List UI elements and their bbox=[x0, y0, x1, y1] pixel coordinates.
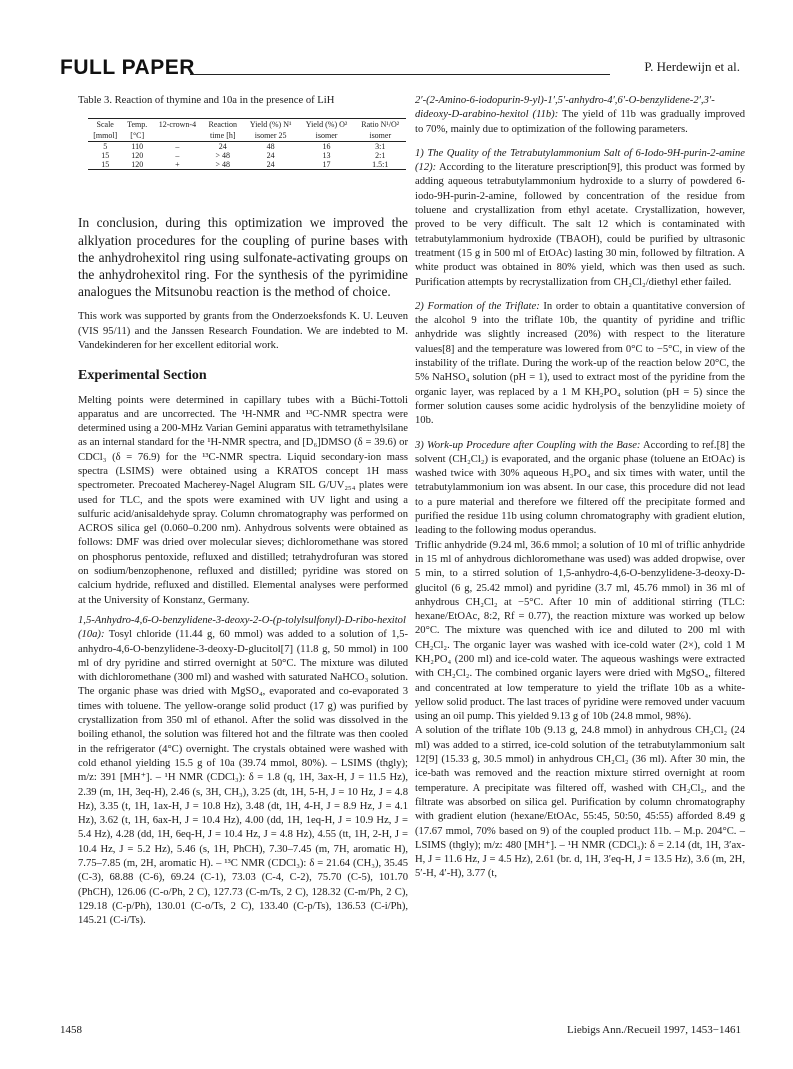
right-column bbox=[415, 94, 745, 882]
table-cell: – bbox=[175, 142, 180, 152]
table-cell: 1.5:1 bbox=[354, 160, 406, 170]
compound-11b-text: The yield of 11b was gradually improved to 70%, mainly due to optimization of the following parameters. bbox=[415, 109, 746, 135]
page-header bbox=[60, 54, 740, 84]
table-header-cell: Ratio N¹/O² bbox=[354, 119, 406, 131]
experimental-general-paragraph: Melting points were determined in capillary tubes with a Büchi-Tottoli apparatus and are uncorrected. The ¹H-NMR and ¹³C-NMR spectra were determined using a 200-MHz Varian Gemini apparatus with tetramethylsilane as an internal standard for the ¹H-NMR spectra, and [D₆]DMSO (δ = 39.6) or CDCl₃ (δ = 76.9) for the ¹³C-NMR spectra. Liquid secondary-ion mass spectra (LSIMS) were obtained using a KRATOS concept 1H mass spectrometer. Precoated Macherey-Nagel Alugram SIL G/UV₂₅₄ plates were used for TLC, and the spots were examined with UV light and using a sulfuric acid/anisaldehyde spray. Column chromatography was performed on ACROS silica gel (0.060–0.200 nm). Anhydrous solvents were obtained as follows: DMF was dried over molecular sieves; dichloromethane was stored on phosphorus pentoxide, refluxed and distilled; tetrahydrofuran was stored on sodium/benzophenone, refluxed and distilled; pyridine was stored on calcium hydride, refluxed and distilled. Elemental analyses were performed at the University of Konstanz, Germany. bbox=[78, 394, 408, 606]
table-row bbox=[88, 160, 406, 170]
table-cell: 24 bbox=[266, 151, 275, 161]
compound-10a-paragraph bbox=[78, 614, 408, 929]
table-cell: 15 bbox=[101, 151, 110, 161]
table-header-cell: isomer 25 bbox=[243, 130, 299, 142]
item-1-title: 1) The Quality of the Tetrabutylammonium Salt of 6-Iodo-9H-purin-2-amine (12): bbox=[415, 147, 745, 174]
table-cell: 110 bbox=[131, 142, 144, 152]
table-cell: > 48 bbox=[203, 160, 243, 170]
journal-citation bbox=[567, 1024, 741, 1036]
table-cell: 2:1 bbox=[375, 151, 386, 161]
running-author: P. Herdewijn et al. bbox=[644, 59, 740, 74]
table-row bbox=[88, 142, 406, 152]
item-3-paragraph bbox=[415, 439, 745, 539]
table-cell: 24 bbox=[218, 142, 227, 152]
journal-name: Liebigs Ann./Recueil bbox=[567, 1024, 661, 1036]
item-2-text: In order to obtain a quantitative conversion of the alcohol 9 into the triflate 10b, the quantity of pyridine and triflic anhydride was slightly increased (20%) with respect to the literature values[8] and the temperature was lowered from 0°C to −5°C, in view of the instability of the triflate. During the work-up of the reaction below 20°C, the 5% NaHSO₄ solution (pH = 1), used to extract most of the pyridine from the organic layer, was replaced by a 1 M KH₂PO₄ solution (pH = 5) since the former solution causes some acidic hydrolysis of the benzylidine moiety of 10b. bbox=[415, 300, 745, 427]
item-1-paragraph bbox=[415, 147, 745, 290]
table-cell: 5 bbox=[103, 142, 108, 152]
compound-10a-title: 1,5-Anhydro-4,6-O-benzylidene-3-deoxy-2-O-(p-tolylsulfonyl)-D-ribo-hexitol (10a): bbox=[78, 614, 406, 641]
solution-paragraph: A solution of the triflate 10b (9.13 g, 24.8 mmol) in anhydrous CH₂Cl₂ (24 ml) was added to a stirred, ice-cold solution of the tetrabutylammonium salt 12[9] (15.33 g, 30.5 mmol) in anhydrous CH₂Cl₂ (36 ml). After 30 min, the ice-bath was removed and the reaction mixture stirred overnight at room temperature. A precipitate was filtered off, washed with CH₂Cl₂, and the filtrate was absorbed on silica gel. Purification by column chromatography with gradient elution (hexane/EtOAc, 55:45, 50:50, 45:55) afforded 8.49 g (17.67 mmol, 70% based on 9) of the coupled product 11b. – M.p. 204°C. – LSIMS (thgly); m/z: 480 [MH⁺]. – ¹H NMR (CDCl₃): δ = 2.14 (dt, 1H, 3′ax-H, J = 11.6 Hz, J = 4.5 Hz), 2.61 (br. d, 1H, 3′eq-H, J = 13.5 Hz), 3.6 (m, 2H, 5′-H, 4′-H), 3.77 (t, bbox=[415, 725, 745, 880]
table-cell: 15 bbox=[88, 160, 122, 170]
left-column bbox=[78, 94, 408, 928]
table-cell: 24 bbox=[243, 160, 299, 170]
journal-year-pages: 1997, 1453−1461 bbox=[663, 1024, 741, 1036]
triflic-paragraph: Triflic anhydride (9.24 ml, 36.6 mmol; a solution of 10 ml of triflic anhydride in 15 ml of anhydrous dichloromethane was used) was added dropwise, over 5 min, to a stirred solution of 1,5-anhydro-4,6-O-benzylidene-3-deoxy-D-glucitol (6 g, 25.42 mmol) and pyridine (3.7 ml, 45.76 mmol) in 36 ml of anhydrous CH₂Cl₂ at −5°C. After 10 min of additional stirring (TLC: hexane/EtOAc, 8:2, Rf = 0.77), the reaction mixture was worked up below 20°C. The mixture was quenched with ice and diluted to 200 ml with CH₂Cl₂. The organic layer was washed with ice-cold water (2×), cold 1 M KH₂PO₄ (200 ml) and ice-cold water. The aqueous washings were extracted with CH₂Cl₂. The combined organic layers were dried with MgSO₄, filtered and concentrated at low temperature to yield the triflate 10b as a white-yellow solid product. The last traces of pyridine were removed under vacuum using an oil pump. This yielded 9.13 g of 10b (24.8 mmol, 98%). bbox=[415, 539, 745, 723]
compound-11b-title: 2′-(2-Amino-6-iodopurin-9-yl)-1′,5′-anhydro-4′,6′-O-benzylidene-2′,3′-dideoxy-D-arabino-hexitol (11b): bbox=[415, 95, 715, 121]
conclusion-paragraph: In conclusion, during this optimization we improved the alklyation procedures for the coupling of purine bases with the anhydrohexitol ring using sulfonate-activating groups on the anhydrohexitol ring. For the synthesis of the pyrimidine analogues the Mitsunobu reaction is the method of choice. bbox=[78, 215, 408, 300]
table-cell: 13 bbox=[322, 151, 331, 161]
table-header-row-1 bbox=[88, 119, 406, 131]
table-header-cell: [°C] bbox=[122, 130, 152, 142]
compound-10a-text: Tosyl chloride (11.44 g, 60 mmol) was added to a solution of 1,5-anhydro-4,6-O-benzylidene-3-deoxy-D-glucitol[7] (11.8 g, 50 mmol) in 100 ml of dry pyridine and stirred overnight at 50°C. The mixture was diluted with dichloromethane (300 ml) and washed with saturated NaHCO₃ solution. The organic phase was dried with MgSO₄, evaporated and co-evaporated 3 times with toluene. The yellow-orange solid product (17 g) was purified by crystallization from 350 ml of ethanol. After the solid was dissolved in the boiling ethanol, the solution was filtered hot and the filtrate was then cooled in the refrigerator (4°C) overnight. The crystals obtained were washed with cold ethanol yielding 15.5 g of 10a (39.74 mmol, 80%). – LSIMS (thgly); m/z: 391 [MH⁺]. – ¹H NMR (CDCl₃): δ = 1.8 (q, 1H, 3ax-H, J = 11.5 Hz), 2.39 (m, 1H, 3eq-H), 2.46 (s, 3H, CH₃), 3.25 (dt, 1H, 5-H, J = 10 Hz, J = 4.8 Hz), 3.35 (t, 1H, 1ax-H, J = 10.8 Hz), 3.48 (dt, 1H, 4-H, J = 8.9 Hz, J = 4.1 Hz), 3.62 (t, 1H, 6ax-H, J = 10.4 Hz), 4.00 (dd, 1H, 1eq-H, J = 10.9 Hz, J = 5.4 Hz), 4.28 (dd, 1H, 6eq-H, J = 10.4 Hz, J = 4.8 Hz), 4.55 (tt, 1H, 2-H, J = 10.4 Hz, J = 5.2 Hz), 5.46 (s, 1H, PhCH), 7.30–7.45 (m, 7H, aromatic H), 7.75–7.85 (m, 2H, aromatic H). – ¹³C NMR (CDCl₃): δ = 21.64 (CH₃), 35.45 (C-3), 68.88 (C-6), 69.24 (C-1), 73.03 (C-4, C-2), 75.70 (C-5), 101.70 (PhCH), 126.06 (C-o/Ph, 2 C), 127.73 (C-m/Ts, 2 C), 128.32 (C-m/Ph, 2 C), 129.18 (C-p/Ph), 130.01 (C-o/Ts, 2 C), 133.40 (C-p/Ts), 136.53 (C-i/Ph), 145.21 (C-i/Ts). bbox=[78, 629, 408, 927]
compound-11b-paragraph bbox=[415, 94, 745, 137]
acknowledgement-paragraph: This work was supported by grants from the Onderzoeksfonds K. U. Leuven (VIS 95/11) and the Janssen Research Foundation. We are indebted to M. Vandekinderen for her excellent editorial work. bbox=[78, 311, 408, 351]
table-header-cell: isomer bbox=[354, 130, 406, 142]
page-number: 1458 bbox=[60, 1024, 82, 1036]
table-header-cell: Yield (%) N¹ bbox=[243, 119, 299, 131]
item-2-paragraph bbox=[415, 300, 745, 429]
table-header-cell: time [h] bbox=[203, 130, 243, 142]
table-cell: + bbox=[152, 160, 203, 170]
table-header-cell: isomer bbox=[299, 130, 355, 142]
table-header-cell bbox=[152, 130, 203, 142]
table-row bbox=[88, 151, 406, 160]
table-header-cell: Temp. bbox=[122, 119, 152, 131]
header-rule bbox=[190, 74, 610, 75]
item-3-text: According to ref.[8] the solvent (CH₂Cl₂) is evaporated, and the organic phase (toluene an EtOAc) is washed twice with 30% aqueous H₃PO₄ and six times with water, until the tetrabutylammonium ion was absent. In our case, this procedure did not lead to a pure material and therefore we filtered off the precipitate formed and purified the residue 11b using column chromatography with gradient elution, leading to the following modus operandus. bbox=[415, 439, 745, 537]
table-cell: 16 bbox=[322, 142, 331, 152]
table-cell: – bbox=[175, 151, 180, 161]
table-header-cell: Yield (%) O² bbox=[299, 119, 355, 131]
table-header-cell: Scale bbox=[88, 119, 122, 131]
item-1-text: According to the literature prescription[9], this product was formed by adding aqueous tetrabutylammonium hydroxide to a slurry of powdered 6-iodo-9H-purin-2-amine, followed by concentration of the residue from toluene and crystallization from ethyl acetate. Crystallization, however, proved to be very difficult. The salt 12 which is contaminated with tetrabutylammonium hydroxide (TBAOH), could be purified by ultrasonic treatment (15 g in 500 ml of EtOAc) lasting 30 min, followed by filtration. A white product was obtained in 80% yield, which was then used as such. Purification attempts by recrystallization from CH₂Cl₂/diethyl ether failed. bbox=[415, 162, 745, 288]
item-2-title: 2) Formation of the Triflate: bbox=[415, 300, 540, 312]
table-cell: 120 bbox=[122, 160, 152, 170]
table-header-row-2 bbox=[88, 130, 406, 142]
table-cell: 48 bbox=[266, 142, 275, 152]
table-header-cell: 12-crown-4 bbox=[152, 119, 203, 131]
table-header-cell: Reaction bbox=[203, 119, 243, 131]
table-caption: Table 3. Reaction of thymine and 10a in the presence of LiH bbox=[78, 95, 335, 106]
table-3 bbox=[88, 118, 406, 170]
section-label: FULL PAPER bbox=[60, 56, 195, 79]
experimental-section-heading: Experimental Section bbox=[78, 368, 207, 384]
table-cell: 17 bbox=[299, 160, 355, 170]
table-header-cell: [mmol] bbox=[88, 130, 122, 142]
item-3-title: 3) Work-up Procedure after Coupling with the Base: bbox=[415, 439, 641, 451]
table-cell: > 48 bbox=[215, 151, 230, 161]
table-cell: 120 bbox=[131, 151, 144, 161]
table-cell: 3:1 bbox=[375, 142, 386, 152]
